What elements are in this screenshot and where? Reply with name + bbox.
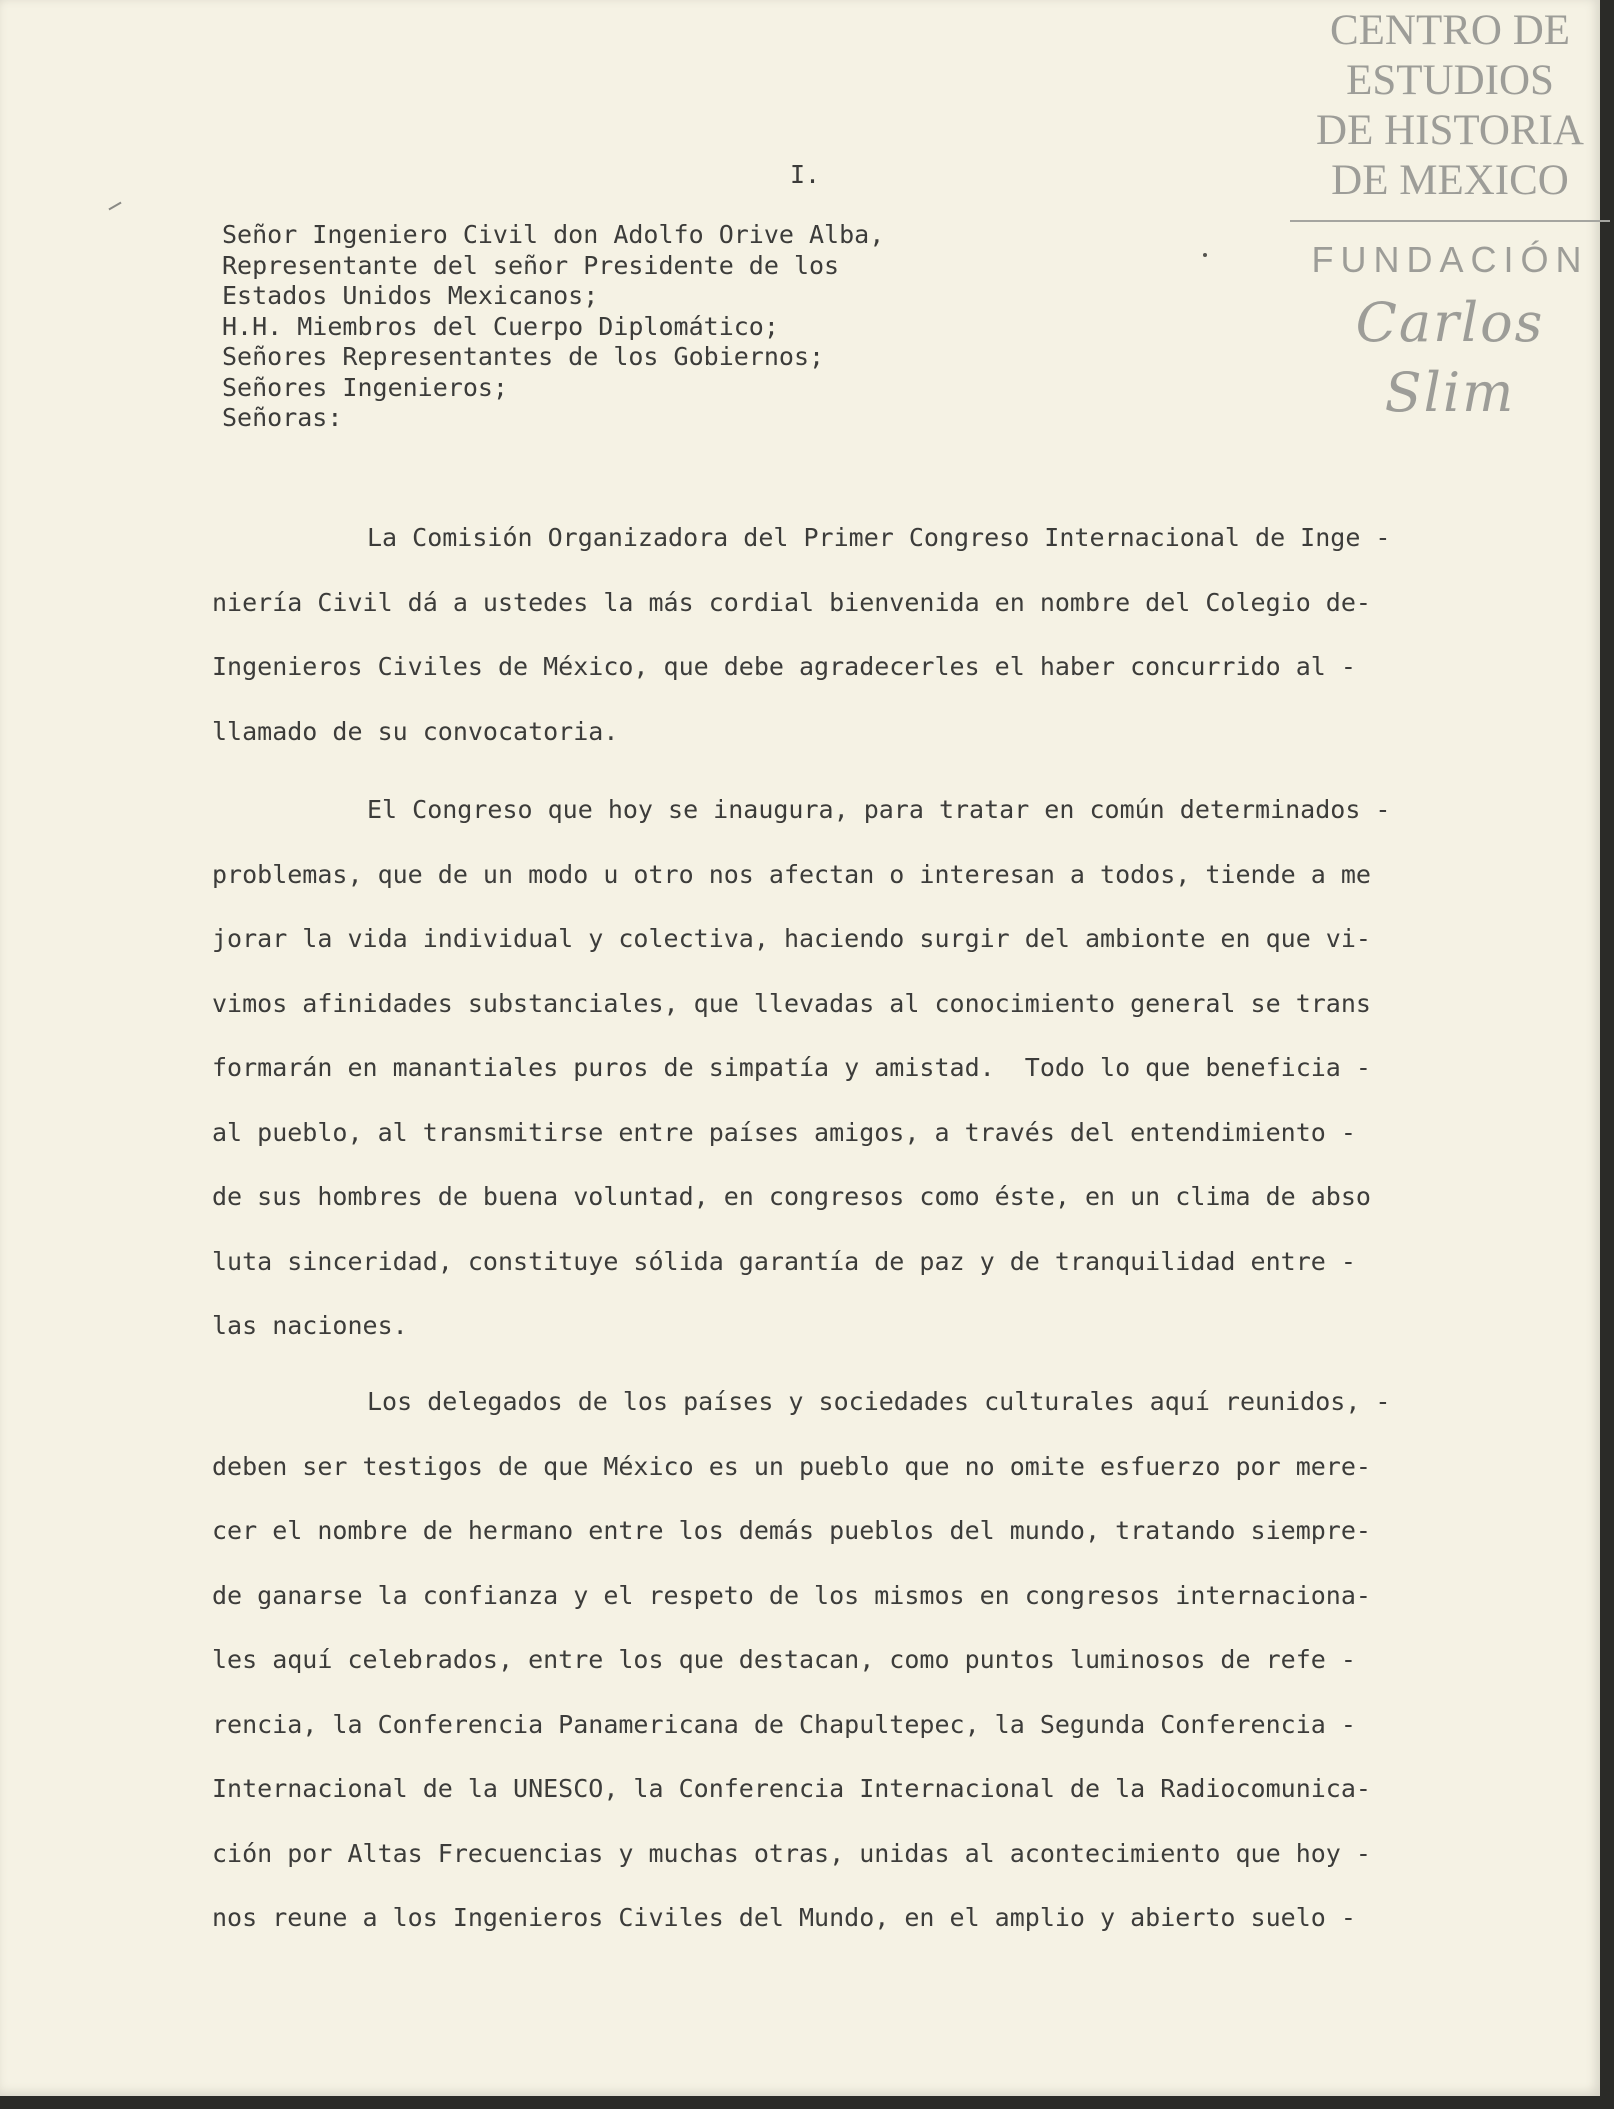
paragraph-line: de sus hombres de buena voluntad, en congresos como éste, en un clima de abso: [212, 1182, 1371, 1211]
paragraph-line: Los delegados de los países y sociedades culturales aquí reunidos, -: [367, 1387, 1391, 1416]
paragraph-line: cer el nombre de hermano entre los demás pueblos del mundo, tratando siempre-: [212, 1516, 1371, 1545]
watermark-signature: Carlos Slim: [1355, 291, 1545, 424]
paragraph-delegates: [212, 1370, 1472, 1951]
paragraph-line: Ingenieros Civiles de México, que debe agradecerles el haber concurrido al -: [212, 652, 1356, 681]
paragraph-line: problemas, que de un modo u otro nos afectan o interesan a todos, tiende a me: [212, 859, 1371, 889]
archive-watermark: [1290, 6, 1610, 428]
paragraph-line: las naciones.: [212, 1311, 408, 1340]
salutation-line: Señores Representantes de los Gobiernos;: [222, 342, 825, 371]
paragraph-line: deben ser testigos de que México es un pueblo que no omite esfuerzo por mere-: [212, 1451, 1371, 1481]
salutation-line: Señores Ingenieros;: [222, 372, 508, 402]
stray-dot-mark: [1203, 253, 1207, 257]
paragraph-line: vimos afinidades substanciales, que llevadas al conocimiento general se trans: [212, 988, 1371, 1018]
watermark-line: DE HISTORIA: [1316, 107, 1584, 154]
paragraph-line: les aquí celebrados, entre los que destacan, como puntos luminosos de refe -: [212, 1645, 1356, 1674]
salutation-line: Estados Unidos Mexicanos;: [222, 281, 599, 310]
paragraph-welcome: [212, 506, 1472, 764]
paragraph-line: ción por Altas Frecuencias y muchas otras, unidas al acontecimiento que hoy -: [212, 1838, 1371, 1868]
paragraph-congress: [212, 778, 1472, 1359]
paragraph-line: de ganarse la confianza y el respeto de los mismos en congresos internaciona-: [212, 1580, 1371, 1610]
watermark-divider: [1290, 220, 1610, 222]
paragraph-line: El Congreso que hoy se inaugura, para tratar en común determinados -: [367, 795, 1391, 824]
salutation-block: [222, 220, 884, 434]
paragraph-line: Internacional de la UNESCO, la Conferencia Internacional de la Radiocomunica-: [212, 1774, 1371, 1803]
paragraph-line: La Comisión Organizadora del Primer Congreso Internacional de Inge -: [367, 523, 1391, 552]
salutation-line: Señor Ingeniero Civil don Adolfo Orive Alba,: [222, 220, 885, 249]
paragraph-line: al pueblo, al transmitirse entre países amigos, a través del entendimiento -: [212, 1117, 1356, 1147]
salutation-line: Representante del señor Presidente de los: [222, 250, 840, 280]
watermark-line: ESTUDIOS: [1346, 57, 1554, 104]
watermark-line: DE MEXICO: [1331, 157, 1569, 204]
paragraph-line: formarán en manantiales puros de simpatía y amistad. Todo lo que beneficia -: [212, 1053, 1371, 1082]
page-number: I.: [790, 160, 821, 189]
paragraph-line: luta sinceridad, constituye sólida garantía de paz y de tranquilidad entre -: [212, 1246, 1356, 1276]
paragraph-line: jorar la vida individual y colectiva, haciendo surgir del ambionte en que vi-: [212, 924, 1371, 953]
paragraph-line: nos reune a los Ingenieros Civiles del Mundo, en el amplio y abierto suelo -: [212, 1903, 1356, 1932]
salutation-line: H.H. Miembros del Cuerpo Diplomático;: [222, 311, 779, 341]
paragraph-line: niería Civil dá a ustedes la más cordial bienvenida en nombre del Colegio de-: [212, 587, 1371, 617]
salutation-line: Señoras:: [222, 403, 343, 432]
watermark-foundation: FUNDACIÓN: [1311, 239, 1589, 280]
watermark-line: CENTRO DE: [1329, 7, 1571, 54]
paragraph-line: llamado de su convocatoria.: [212, 716, 619, 746]
paragraph-line: rencia, la Conferencia Panamericana de Chapultepec, la Segunda Conferencia -: [212, 1709, 1356, 1739]
margin-mark: [108, 202, 121, 211]
